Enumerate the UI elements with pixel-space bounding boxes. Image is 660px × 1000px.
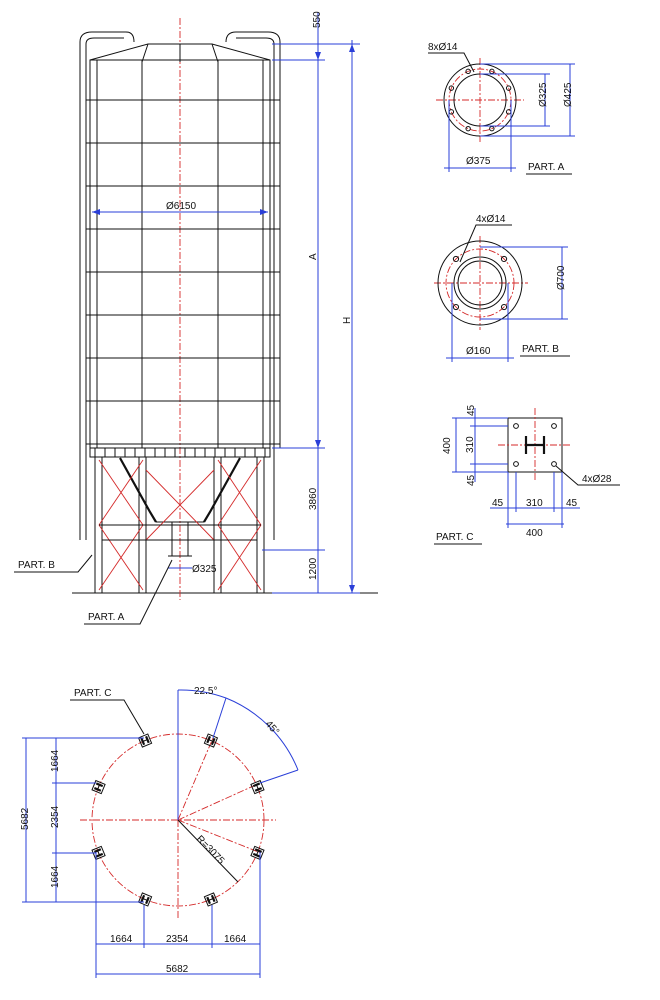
part-a-holes-label: 8xØ14	[428, 42, 458, 53]
part-a-bolt-label: Ø375	[466, 156, 491, 167]
plan-radius-label: R=3075	[193, 833, 227, 867]
part-c-height-label: 400	[442, 437, 453, 454]
outlet-label: Ø325	[192, 564, 217, 575]
part-b-inner-label: Ø160	[466, 346, 491, 357]
support-plate	[139, 893, 152, 906]
plan-dim-side-b-label: 1664	[224, 934, 247, 945]
silo-rings	[86, 100, 280, 444]
plan-dim-outer-label: 5682	[166, 964, 189, 975]
plan-v-top-label: 1664	[50, 749, 61, 772]
part-c-edge-bottom-label: 45	[466, 474, 477, 486]
support-plate	[251, 846, 264, 859]
support-plate	[204, 734, 217, 747]
part-a-inner-label: Ø325	[538, 82, 549, 107]
angle-arc-large	[226, 698, 298, 770]
part-c-edge-right-label: 45	[566, 498, 578, 509]
dim-cone-label: 3860	[308, 487, 319, 510]
plan-v-bottom-label: 1664	[50, 865, 61, 888]
part-b-title: PART. B	[522, 344, 559, 355]
part-b-callout: PART. B	[18, 560, 55, 571]
bolt-hole	[466, 126, 470, 130]
detail-part-c	[434, 404, 620, 544]
part-b-outer-label: Ø700	[556, 265, 567, 290]
plan-v-mid-label: 2354	[50, 805, 61, 828]
part-c-inner-label: 310	[526, 498, 543, 509]
bolt-hole	[506, 110, 510, 114]
part-c-inner-v-label: 310	[465, 436, 476, 453]
part-a-outer-label: Ø425	[563, 82, 574, 107]
handrail-right	[226, 32, 280, 62]
silo-elevation	[14, 11, 378, 624]
plan-v-outer-label: 5682	[20, 807, 31, 830]
plan-view	[20, 686, 298, 978]
detail-part-b	[434, 214, 570, 362]
part-a-callout: PART. A	[88, 612, 125, 623]
dim-base-label: 1200	[308, 557, 319, 580]
detail-part-a	[428, 42, 575, 174]
dim-a-label: A	[308, 253, 319, 260]
part-b-holes-label: 4xØ14	[476, 214, 506, 225]
support-plate	[204, 893, 217, 906]
plan-angle-small: 22.5°	[194, 686, 218, 697]
dim-top-label: 550	[312, 11, 323, 28]
bolt-hole	[449, 110, 453, 114]
part-c-edge-top-label: 45	[466, 404, 477, 416]
part-c-title: PART. C	[436, 532, 474, 543]
plan-dim-side-label: 1664	[110, 934, 133, 945]
handrail-left	[80, 32, 134, 62]
support-plate	[139, 734, 152, 747]
plan-angle-large: 45°	[262, 718, 282, 738]
part-c-edge-left-label: 45	[492, 498, 504, 509]
part-c-holes-label: 4xØ28	[582, 474, 612, 485]
part-c-width-label: 400	[526, 528, 543, 539]
part-a-title: PART. A	[528, 162, 565, 173]
plan-dim-mid-label: 2354	[166, 934, 189, 945]
dim-h-label: H	[342, 316, 353, 324]
diameter-label: Ø6150	[166, 201, 197, 212]
plan-part-c-callout: PART. C	[74, 688, 112, 699]
